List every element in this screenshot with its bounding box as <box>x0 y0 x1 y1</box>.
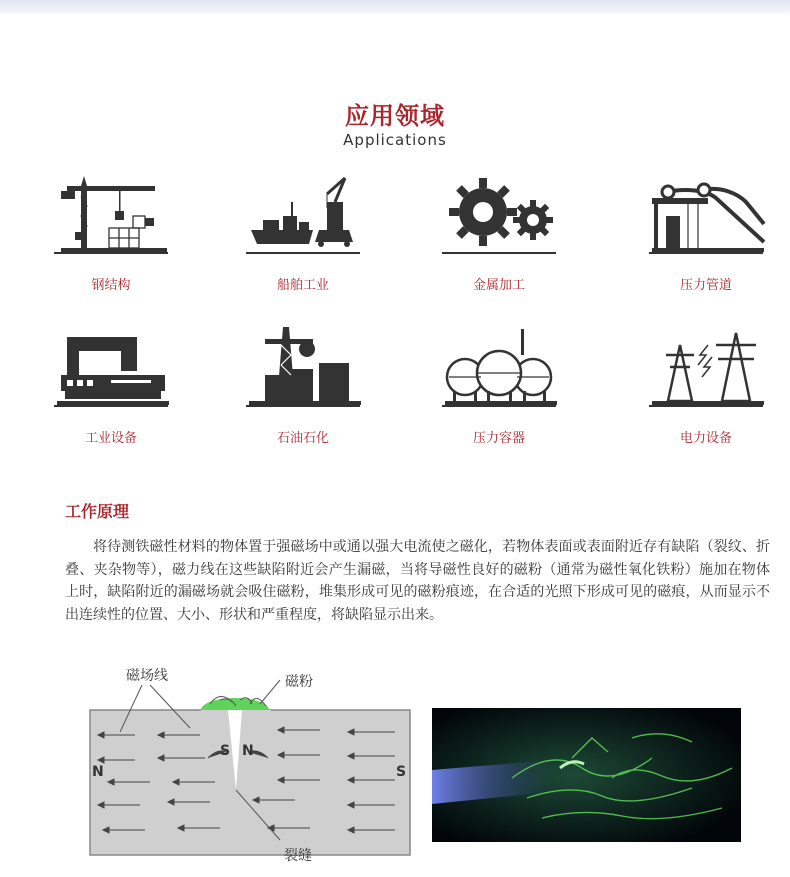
section-title-applications: 应用领域 <box>345 102 445 130</box>
power-tower-icon <box>646 325 766 405</box>
crack-pole-n: N <box>242 743 254 759</box>
spherical-tanks-icon <box>439 325 559 405</box>
pole-label-n: N <box>92 764 104 780</box>
app-label: 工业设备 <box>84 431 137 446</box>
divider-line <box>246 405 360 407</box>
label-field-lines: 磁场线 <box>126 668 168 684</box>
oil-pump-icon <box>243 325 363 405</box>
app-item-steel-structure <box>31 172 191 293</box>
tower-crane-icon <box>51 172 171 252</box>
app-item-power-equipment <box>626 325 786 446</box>
divider-line <box>442 405 556 407</box>
divider-line <box>54 405 168 407</box>
app-item-shipbuilding <box>223 172 383 293</box>
pipeline-icon <box>646 172 766 252</box>
app-item-pressure-pipeline <box>626 172 786 293</box>
crack-pole-s: S <box>220 743 231 759</box>
label-magnetic-powder: 磁粉 <box>285 674 313 690</box>
divider-line <box>649 405 763 407</box>
app-label: 压力管道 <box>679 278 732 293</box>
label-crack: 裂缝 <box>284 848 312 864</box>
section-subtitle-applications: Applications <box>343 131 447 149</box>
principle-description: 将待测铁磁性材料的物体置于强磁场中或通以强大电流使之磁化，若物体表面或表面附近存有缺陷（裂纹、折叠、夹杂物等），磁力线在这些缺陷附近会产生漏磁，当将导磁性良好的磁粉（通常为磁性氧化铁粉）施加在物体上时，缺陷附近的漏磁场就会吸住磁粉，堆集形成可见的磁粉痕迹，在合适的光照下形成可见的磁痕，从而显示不出连续性的位置、大小、形状和严重程度，将缺陷显示出来。 <box>65 539 770 623</box>
divider-line <box>246 252 360 254</box>
app-label: 压力容器 <box>472 431 525 446</box>
app-item-industrial-equipment <box>31 325 191 446</box>
divider-line <box>54 252 168 254</box>
app-label: 船舶工业 <box>276 278 329 293</box>
app-label: 钢结构 <box>91 278 131 293</box>
ship-crane-icon <box>243 172 363 252</box>
app-item-pressure-vessel <box>419 325 579 446</box>
app-label: 石油石化 <box>276 431 329 446</box>
industrial-machine-icon <box>51 325 171 405</box>
gears-icon <box>439 172 559 252</box>
app-item-petrochemical <box>223 325 383 446</box>
app-label: 金属加工 <box>472 278 525 293</box>
magnetic-particle-inspection-photo <box>432 708 741 842</box>
section-title-principle: 工作原理 <box>65 502 130 521</box>
magnetic-field-diagram <box>80 660 420 870</box>
divider-line <box>649 252 763 254</box>
top-banner-strip <box>0 0 790 14</box>
app-label: 电力设备 <box>679 431 732 446</box>
divider-line <box>442 252 556 254</box>
pole-label-s: S <box>396 764 407 780</box>
app-item-metal-processing <box>419 172 579 293</box>
